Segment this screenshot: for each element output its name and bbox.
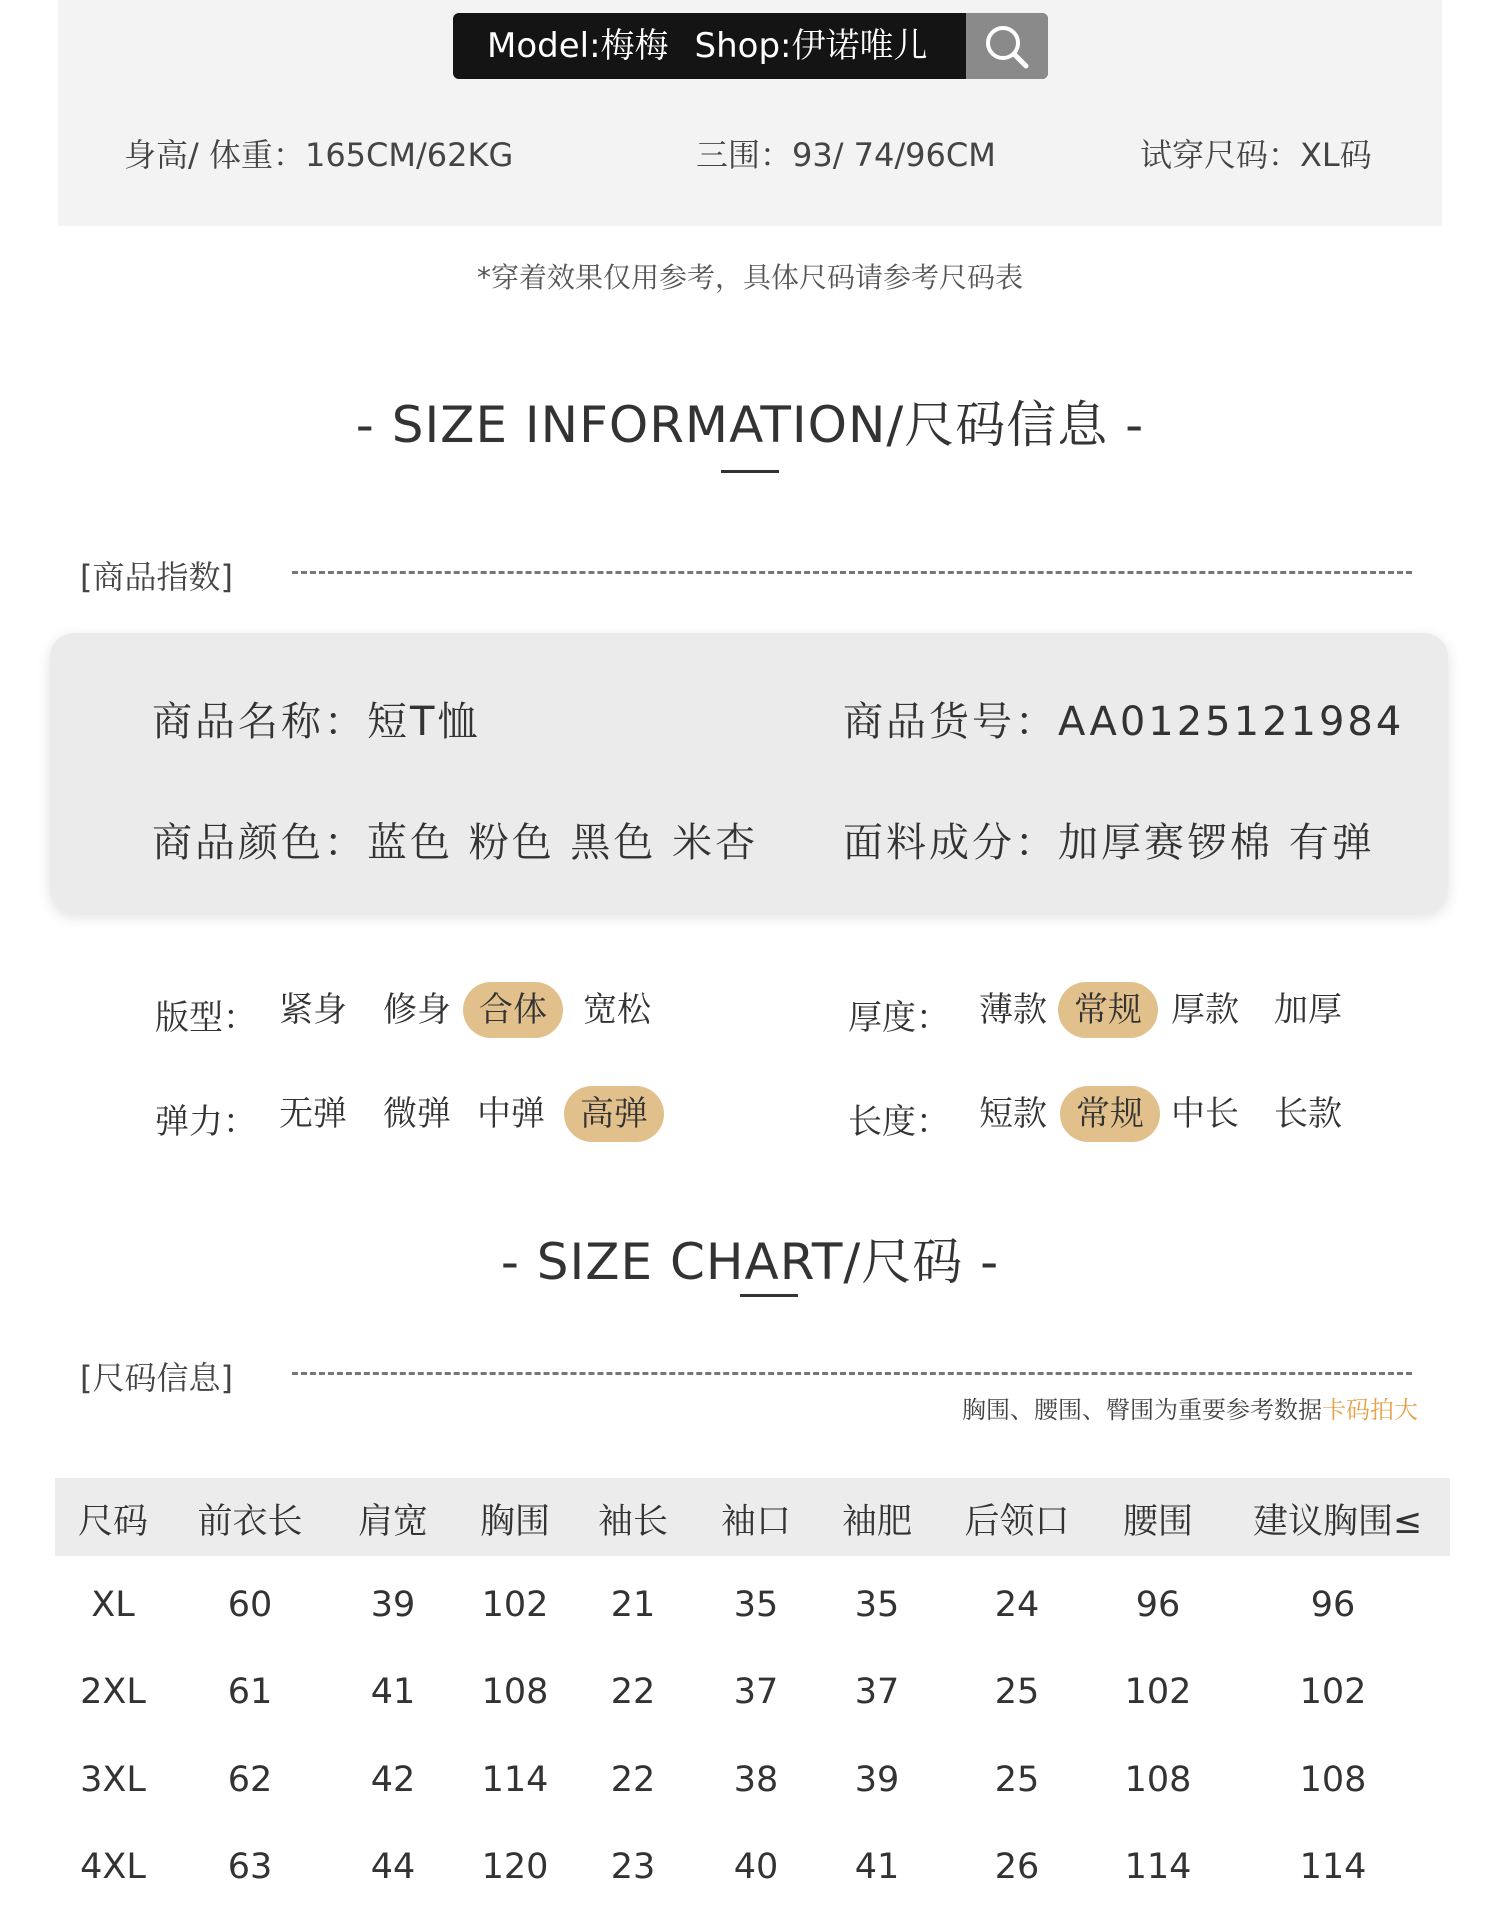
title-underline xyxy=(721,470,779,473)
measurements-stat: 三围：93/ 74/96CM xyxy=(696,136,996,174)
fit-option-tight: 紧身 xyxy=(279,990,347,1030)
table-cell: 60 xyxy=(227,1585,273,1625)
size-information-title: - SIZE INFORMATION/尺码信息 - xyxy=(355,396,1145,454)
product-colors: 商品颜色：蓝色 粉色 黑色 米杏 xyxy=(152,820,759,866)
thickness-label: 厚度： xyxy=(848,998,950,1038)
elasticity-option-slight: 微弹 xyxy=(383,1094,451,1134)
product-fabric: 面料成分：加厚赛锣棉 有弹 xyxy=(843,820,1375,866)
fit-option-slim: 修身 xyxy=(383,990,451,1030)
shop-name: Shop:伊诺唯儿 xyxy=(694,26,928,66)
chart-note-text: 胸围、腰围、臀围为重要参考数据 xyxy=(962,1396,1322,1424)
table-cell: 114 xyxy=(1299,1847,1367,1887)
product-name: 商品名称：短T恤 xyxy=(152,699,481,745)
table-cell: 25 xyxy=(994,1760,1040,1800)
table-cell: 62 xyxy=(227,1760,273,1800)
table-cell: 24 xyxy=(994,1585,1040,1625)
thickness-option-thin: 薄款 xyxy=(979,990,1047,1030)
product-index-tag: [商品指数] xyxy=(80,558,233,596)
table-cell: 63 xyxy=(227,1847,273,1887)
thickness-option-extra-thick: 加厚 xyxy=(1274,990,1342,1030)
table-cell: 40 xyxy=(733,1847,779,1887)
table-cell: 102 xyxy=(1124,1672,1192,1712)
table-header-cell: 袖肥 xyxy=(841,1502,912,1542)
length-option-long: 长款 xyxy=(1274,1094,1342,1134)
elasticity-option-medium: 中弹 xyxy=(477,1094,545,1134)
table-header-cell: 尺码 xyxy=(77,1502,148,1542)
table-header-cell: 袖长 xyxy=(597,1502,668,1542)
table-cell: 102 xyxy=(481,1585,549,1625)
table-cell: 114 xyxy=(481,1760,549,1800)
fit-option-loose: 宽松 xyxy=(583,990,651,1030)
table-cell: 96 xyxy=(1310,1585,1356,1625)
fit-option-regular-selected: 合体 xyxy=(463,982,563,1038)
fit-note: *穿着效果仅用参考，具体尺码请参考尺码表 xyxy=(476,261,1023,294)
elasticity-option-none: 无弹 xyxy=(279,1094,347,1134)
length-option-short: 短款 xyxy=(979,1094,1047,1134)
table-cell: 3XL xyxy=(80,1760,146,1800)
table-header-cell: 袖口 xyxy=(720,1502,791,1542)
length-option-medium-long: 中长 xyxy=(1171,1094,1239,1134)
table-cell: 41 xyxy=(854,1847,900,1887)
dashed-divider xyxy=(292,571,1412,574)
table-header-cell: 胸围 xyxy=(479,1502,550,1542)
table-cell: 22 xyxy=(610,1760,656,1800)
table-cell: 35 xyxy=(733,1585,779,1625)
table-cell: XL xyxy=(91,1585,135,1625)
chart-note xyxy=(962,1390,1418,1425)
table-header-cell: 肩宽 xyxy=(357,1502,428,1542)
length-option-regular-selected: 常规 xyxy=(1060,1086,1160,1142)
table-cell: 108 xyxy=(481,1672,549,1712)
table-cell: 25 xyxy=(994,1672,1040,1712)
size-chart-title: - SIZE CHART/尺码 - xyxy=(500,1233,1000,1291)
table-cell: 35 xyxy=(854,1585,900,1625)
model-shop-text xyxy=(487,13,928,79)
elasticity-label: 弹力： xyxy=(155,1102,257,1142)
table-cell: 4XL xyxy=(80,1847,146,1887)
thickness-option-thick: 厚款 xyxy=(1171,990,1239,1030)
table-cell: 61 xyxy=(227,1672,273,1712)
product-item-number: 商品货号：AA0125121984 xyxy=(843,699,1405,745)
table-cell: 39 xyxy=(370,1585,416,1625)
table-cell: 39 xyxy=(854,1760,900,1800)
table-header-cell: 腰围 xyxy=(1122,1502,1193,1542)
search-icon xyxy=(966,13,1048,79)
table-cell: 23 xyxy=(610,1847,656,1887)
model-shop-bar xyxy=(453,13,1048,79)
length-label: 长度： xyxy=(848,1102,950,1142)
table-cell: 42 xyxy=(370,1760,416,1800)
table-header-cell: 后领口 xyxy=(964,1502,1070,1542)
table-cell: 37 xyxy=(854,1672,900,1712)
fit-label: 版型： xyxy=(155,998,257,1038)
table-cell: 102 xyxy=(1299,1672,1367,1712)
size-info-tag: [尺码信息] xyxy=(80,1359,233,1397)
try-size-stat: 试穿尺码：XL码 xyxy=(1140,136,1372,174)
table-cell: 108 xyxy=(1124,1760,1192,1800)
table-cell: 120 xyxy=(481,1847,549,1887)
table-cell: 2XL xyxy=(80,1672,146,1712)
table-cell: 41 xyxy=(370,1672,416,1712)
table-cell: 26 xyxy=(994,1847,1040,1887)
table-header-cell: 前衣长 xyxy=(197,1502,303,1542)
thickness-option-regular-selected: 常规 xyxy=(1058,982,1158,1038)
height-weight-stat: 身高/ 体重：165CM/62KG xyxy=(124,136,514,174)
table-cell: 37 xyxy=(733,1672,779,1712)
elasticity-option-high-selected: 高弹 xyxy=(564,1086,664,1142)
table-cell: 22 xyxy=(610,1672,656,1712)
table-cell: 114 xyxy=(1124,1847,1192,1887)
table-cell: 38 xyxy=(733,1760,779,1800)
table-cell: 21 xyxy=(610,1585,656,1625)
table-cell: 96 xyxy=(1135,1585,1181,1625)
dashed-divider-2 xyxy=(292,1372,1412,1375)
chart-note-highlight: 卡码拍大 xyxy=(1322,1396,1418,1424)
product-info-card xyxy=(50,633,1448,913)
chart-title-underline xyxy=(740,1294,798,1297)
model-name: Model:梅梅 xyxy=(487,26,669,66)
table-cell: 44 xyxy=(370,1847,416,1887)
table-cell: 108 xyxy=(1299,1760,1367,1800)
table-header-cell: 建议胸围≤ xyxy=(1253,1502,1423,1542)
search-button[interactable] xyxy=(966,13,1048,79)
